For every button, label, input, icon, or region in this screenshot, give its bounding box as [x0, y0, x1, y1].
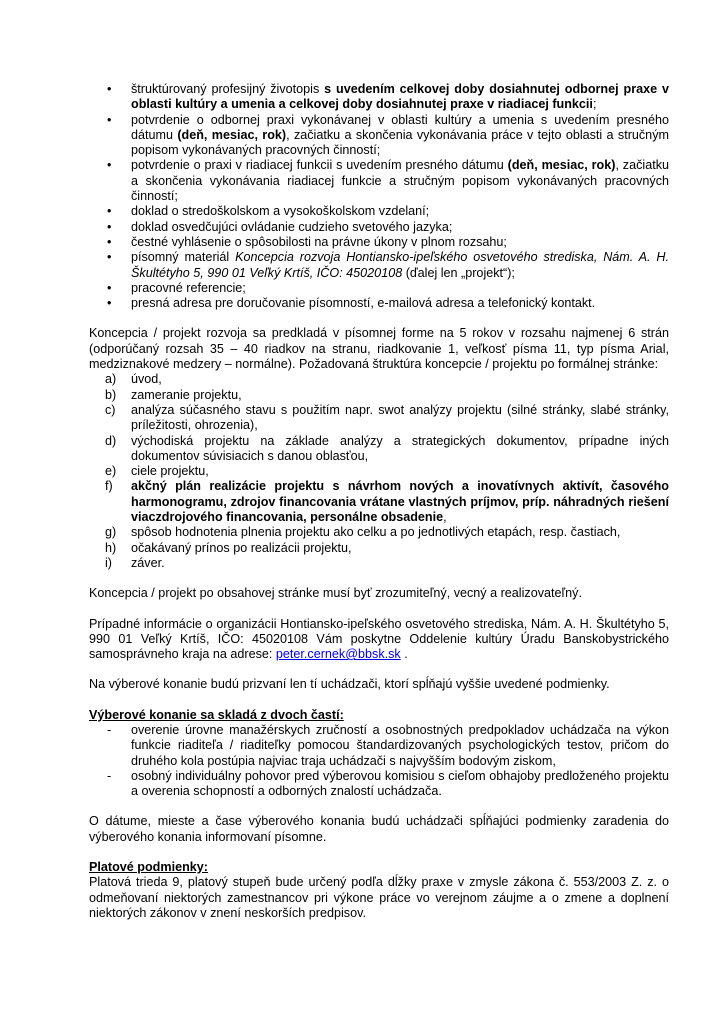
structure-item: b) zameranie projektu,: [105, 387, 242, 402]
structure-item: h) očakávaný prínos po realizácii projektu,: [105, 540, 352, 555]
notice-paragraph: O dátume, mieste a čase výberového konania budú uchádzači spĺňajúci podmienky zaradenia do výberového konania informovaní písomne.: [89, 814, 669, 844]
structure-item: i) záver.: [105, 555, 165, 570]
requirement-item: • presná adresa pre doručovanie písomností, e-mailová adresa a telefonický kontakt.: [89, 296, 669, 311]
structure-item: a) úvod,: [105, 372, 162, 387]
requirement-item: • potvrdenie o praxi v riadiacej funkcii s uvedením presného dátumu (deň, mesiac, rok), začiatku a skončenia vykonávania riadiacej funkcie a stručným popisom vykonávaných pracovných činností;: [89, 158, 669, 204]
requirement-item: • písomný materiál Koncepcia rozvoja Hontiansko-ipeľského osvetového strediska, Nám. A. H. Škultétyho 5, 990 01 Veľký Krtíš, IČO: 45020108 (ďalej len „projekt“);: [89, 250, 669, 281]
concept-content-paragraph: Koncepcia / projekt po obsahovej stránke musí byť zrozumiteľný, vecný a realizovateľný.: [89, 586, 582, 601]
concept-structure-list: [89, 372, 669, 571]
selection-part-item: - overenie úrovne manažérskych zručností a osobnostných predpokladov uchádzača na výkon funkcie riaditeľa / riaditeľky pomocou štandardizovaných psychologických testov, pričom do druhého kola postúpia najviac traja uchádzači s najvyšším bodovým ziskom,: [89, 723, 669, 769]
salary-paragraph: Platová trieda 9, platový stupeň bude určený podľa dĺžky praxe v zmysle zákona č. 553/2003 Z. z. o odmeňovaní niektorých zamestnancov pri výkone práce vo verejnom záujme a o zmene a doplnení niektorých zákonov v znení neskorších predpisov.: [89, 875, 669, 920]
structure-item: d) východiská projektu na základe analýzy a strategických dokumentov, prípadne iných dokumentov súvisiacich s danou oblasťou,: [105, 433, 669, 463]
structure-item: c) analýza súčasného stavu s použitím napr. swot analýzy projektu (silné stránky, slabé stránky, príležitosti, ohrozenia),: [105, 402, 669, 433]
requirement-item: • pracovné referencie;: [89, 281, 669, 296]
structure-item: f) akčný plán realizácie projektu s návrhom nových a inovatívnych aktivít, časového harmonogramu, zdrojov financovania vrátane vlastných príjmov, príp. náhradných riešení viaczdrojového financovania, personálne obsadenie,: [105, 479, 669, 525]
selection-heading: Výberové konanie sa skladá z dvoch častí:: [89, 707, 344, 722]
requirement-item: • doklad o stredoškolskom a vysokoškolskom vzdelaní;: [89, 204, 669, 219]
info-paragraph: Prípadné informácie o organizácii Hontiansko-ipeľského osvetového strediska, Nám. A. H. Škultétyho 5, 990 01 Veľký Krtíš, IČO: 45020108 Vám poskytne Oddelenie kultúry Úradu Banskobystrického samosprávneho kraja na adrese: peter.cernek@bbsk.sk .: [89, 616, 669, 662]
selection-parts-list: [89, 723, 669, 799]
salary-heading: Platové podmienky:: [89, 860, 208, 875]
structure-item: e) ciele projektu,: [105, 464, 209, 479]
selection-part-item: - osobný individuálny pohovor pred výberovou komisiou s cieľom obhajoby predloženého projektu a overenia schopností a odborných znalostí uchádzača.: [89, 769, 669, 800]
document-page: [89, 82, 669, 921]
requirements-list: [89, 82, 669, 311]
email-link[interactable]: peter.cernek@bbsk.sk: [275, 647, 401, 662]
structure-item: g) spôsob hodnotenia plnenia projektu ako celku a po jednotlivých etapách, resp. častiach,: [105, 525, 621, 540]
concept-intro-paragraph: Koncepcia / projekt rozvoja sa predkladá v písomnej forme na 5 rokov v rozsahu najmenej 6 strán (odporúčaný rozsah 35 – 40 riadkov na stranu, riadkovanie 1, veľkosť písma 11, typ písma Arial, medziznakové medzery – normálne). Požadovaná štruktúra koncepcie / projektu po formálnej stránke:: [89, 326, 669, 372]
requirement-item: • potvrdenie o odbornej praxi vykonávanej v oblasti kultúry a umenia s uvedením presného dátumu (deň, mesiac, rok), začiatku a skončenia vykonávania práce v tejto oblasti a stručným popisom vykonávaných pracovných činností;: [89, 113, 669, 159]
invited-paragraph: Na výberové konanie budú prizvaní len tí uchádzači, ktorí spĺňajú vyššie uvedené podmienky.: [89, 677, 610, 692]
requirement-item: • doklad osvedčujúci ovládanie cudzieho svetového jazyka;: [89, 220, 669, 235]
requirement-item: • štruktúrovaný profesijný životopis s uvedením celkovej doby dosiahnutej odbornej praxe v oblasti kultúry a umenia a celkovej doby dosiahnutej praxe v riadiacej funkcii;: [89, 82, 669, 113]
requirement-item: • čestné vyhlásenie o spôsobilosti na právne úkony v plnom rozsahu;: [89, 235, 669, 250]
